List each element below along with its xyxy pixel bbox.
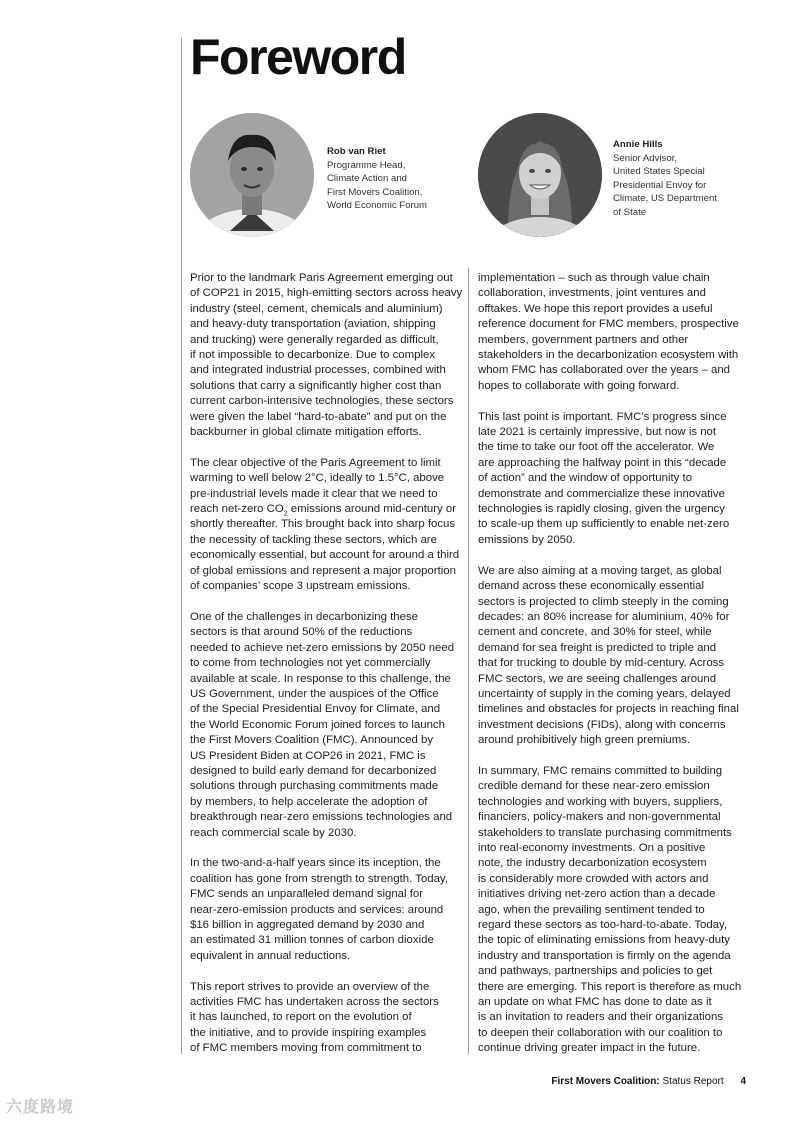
text-line: timelines and obstacles for projects in reaching final — [478, 703, 739, 716]
text-line: emissions by 2050. — [478, 533, 576, 546]
text-line: activities FMC has undertaken across the sectors — [190, 996, 439, 1009]
text-line: are approaching the halfway point in this “decade — [478, 456, 727, 469]
text-line: coalition has gone from strength to strength. Today, — [190, 872, 448, 885]
text-line: current carbon-intensive technologies, these sectors — [190, 395, 454, 408]
avatar-rob-van-riet — [190, 113, 314, 237]
text-line: breakthrough near-zero emissions technologies and — [190, 811, 453, 824]
avatar-annie-hills — [478, 113, 602, 237]
text-line: of COP21 in 2015, high-emitting sectors across heavy — [190, 287, 463, 300]
text-line: to scale-up them up sufficiently to enable net-zero — [478, 518, 730, 531]
text-line: demonstrate and commercialize these innovative — [478, 487, 725, 500]
body-paragraph — [190, 456, 465, 595]
person-role-line: Climate, US Department — [613, 193, 717, 204]
text-line: stakeholders in the decarbonization ecosystem with — [478, 349, 739, 362]
body-column-left — [190, 271, 465, 1072]
text-line: The clear objective of the Paris Agreement to limit — [190, 456, 441, 469]
text-line: shortly thereafter. This brought back into sharp focus — [190, 518, 456, 531]
text-line: designed to build early demand for decarbonized — [190, 764, 437, 777]
text-line: implementation – such as through value chain — [478, 272, 710, 284]
text-line: note, the industry decarbonization ecosystem — [478, 857, 707, 870]
text-line: available at scale. In response to this challenge, the — [190, 672, 451, 685]
text-line: technologies and working with buyers, suppliers, — [478, 795, 723, 808]
text-line: near-zero-emission products and services: around — [190, 903, 444, 916]
person-role-line: Climate Action and — [327, 173, 407, 184]
text-line: reference document for FMC members, prospective — [478, 318, 739, 331]
text-line: uncertainty of supply in the coming years, delayed — [478, 687, 731, 700]
text-line: backburner in global climate mitigation efforts. — [190, 426, 422, 439]
text-line: reach net-zero $CO_2$ emissions around mid-century or — [190, 503, 457, 518]
text-line: is an invitation to readers and their organizations — [478, 1011, 724, 1024]
watermark-logo: 六度路境 — [6, 1099, 75, 1116]
text-line: stakeholders to translate purchasing commitments — [478, 826, 732, 839]
body-paragraph — [190, 856, 465, 964]
text-line: to deepen their collaboration with our coalition to — [478, 1026, 723, 1039]
body-paragraph — [190, 610, 465, 841]
text-line: around prohibitively high green premiums. — [478, 734, 691, 747]
text-line: demand for sea freight is predicted to triple and — [478, 641, 717, 654]
person-role-line: Programme Head, — [327, 159, 406, 171]
text-line: industry (steel, cement, chemicals and aluminium) — [190, 302, 443, 315]
text-line: and trucking) were generally regarded as difficult, — [190, 333, 439, 346]
text-line: warming to well below 2°C, ideally to 1.5°C, above — [190, 472, 445, 485]
text-line: the First Movers Coalition (FMC). Announced by — [190, 734, 434, 747]
person-info-annie-hills — [613, 138, 717, 219]
text-line: of global emissions and represent a major proportion — [190, 564, 456, 577]
margin-rule — [181, 38, 182, 1054]
text-line: and heavy-duty transportation (aviation, shipping — [190, 318, 436, 331]
text-line: collaboration, investments, joint ventures and — [478, 287, 706, 300]
text-line: solutions through purchasing commitments made — [190, 780, 439, 793]
text-line: is considerably more crowded with actors and — [478, 872, 709, 885]
text-line: investment decisions (FIDs), along with concerns — [478, 718, 726, 731]
text-line: needed to achieve net-zero emissions by 2050 need — [190, 641, 455, 654]
text-line: it has launched, to report on the evolution of — [190, 1011, 412, 1024]
text-line: and pathways, partnerships and policies to get — [478, 965, 713, 978]
text-line: solutions that carry a significantly higher cost than — [190, 379, 442, 392]
text-line: the topic of eliminating emissions from heavy-duty — [478, 934, 730, 947]
text-line: industry and transportation is firmly on the agenda — [478, 949, 731, 962]
body-paragraph — [478, 271, 753, 394]
text-line: members, government partners and other — [478, 333, 689, 346]
text-line: US President Biden at COP26 in 2021, FMC is — [190, 749, 426, 762]
text-line: if not impossible to decarbonize. Due to complex — [190, 349, 436, 362]
text-line: offtakes. We hope this report provides a useful — [478, 302, 713, 315]
body-column-right — [478, 271, 753, 1072]
text-line: FMC sends an unparalleled demand signal for — [190, 888, 424, 901]
text-line: economically essential, but account for around a third — [190, 549, 460, 562]
text-line: In summary, FMC remains committed to building — [478, 764, 723, 777]
text-line: of companies’ scope 3 upstream emissions. — [190, 580, 411, 593]
text-line: hopes to collaborate with going forward. — [478, 379, 680, 392]
text-line: late 2021 is certainly impressive, but now is not — [478, 426, 717, 439]
person-role-line: First Movers Coalition, — [327, 186, 423, 198]
text-line: credible demand for these near-zero emission — [478, 780, 710, 793]
text-line: cement and concrete, and 30% for steel, while — [478, 626, 712, 639]
body-paragraph — [478, 564, 753, 749]
text-line: equivalent in annual reductions. — [190, 949, 351, 962]
person-info-rob-van-riet — [327, 145, 427, 213]
page-footer — [551, 1076, 746, 1087]
page-title: Foreword — [190, 29, 406, 85]
text-line: financiers, policy-makers and non-governmental — [478, 811, 721, 824]
body-paragraph — [190, 980, 465, 1057]
text-line: FMC sectors, we are seeing challenges around — [478, 672, 717, 685]
text-line: We are also aiming at a moving target, as global — [478, 564, 722, 577]
text-line: the initiative, and to provide inspiring examples — [190, 1026, 427, 1039]
text-line: the time to take our foot off the accelerator. We — [478, 441, 715, 454]
text-line: decades: an 80% increase for aluminium, 40% for — [478, 610, 730, 623]
text-line: demand across these economically essential — [478, 580, 705, 593]
person-role-line: Senior Advisor, — [613, 152, 677, 164]
text-line: ago, when the prevailing sentiment tended to — [478, 903, 705, 916]
text-line: In the two-and-a-half years since its inception, the — [190, 857, 441, 870]
text-line: by members, to help accelerate the adoption of — [190, 795, 428, 808]
person-name: Annie Hills — [613, 139, 663, 150]
text-line: and integrated industrial processes, combined with — [190, 364, 446, 377]
person-role-line: of State — [613, 206, 647, 218]
body-paragraph — [478, 764, 753, 1057]
text-line: This report strives to provide an overview of the — [190, 980, 430, 993]
text-line: an estimated 31 million tonnes of carbon dioxide — [190, 934, 434, 947]
text-line: whom FMC has collaborated over the years – and — [478, 364, 730, 377]
text-line: regard these sectors as too-hard-to-abate. Today, — [478, 919, 728, 932]
page-number: 4 — [740, 1076, 746, 1087]
person-role-line: World Economic Forum — [327, 200, 428, 211]
person-name: Rob van Riet — [327, 146, 386, 157]
text-line: Prior to the landmark Paris Agreement emerging out — [190, 272, 453, 284]
text-line: were given the label “hard-to-abate” and put on the — [190, 410, 447, 423]
text-line: an update on what FMC has done to date as it — [478, 996, 712, 1009]
text-line: there are emerging. This report is therefore as much — [478, 980, 742, 993]
text-line: into real-economy investments. On a positive — [478, 841, 706, 854]
text-line: $16 billion in aggregated demand by 2030 and — [190, 919, 425, 932]
text-line: pre-industrial levels made it clear that we need to — [190, 487, 438, 500]
text-line: initiatives driving net-zero action than a decade — [478, 888, 716, 901]
footer-report-type: Status Report — [662, 1076, 724, 1087]
text-line: of FMC members moving from commitment to — [190, 1042, 422, 1055]
text-line: that for trucking to double by mid-century. Across — [478, 657, 725, 670]
footer-report-name: First Movers Coalition: — [551, 1076, 660, 1087]
body-paragraph — [190, 271, 465, 440]
body-paragraph — [478, 410, 753, 549]
text-line: to come from technologies not yet commercially — [190, 657, 431, 670]
text-line: technologies is rapidly closing, given the urgency — [478, 503, 725, 516]
person-role-line: Presidential Envoy for — [613, 179, 707, 191]
text-line: US Government, under the auspices of the Office — [190, 687, 439, 700]
text-line: sectors is projected to climb steeply in the coming — [478, 595, 729, 608]
text-line: One of the challenges in decarbonizing these — [190, 610, 418, 623]
text-line: continue driving greater impact in the future. — [478, 1042, 701, 1055]
person-role-line: United States Special — [613, 166, 705, 177]
text-line: reach commercial scale by 2030. — [190, 826, 357, 839]
column-rule — [468, 268, 469, 1054]
text-line: of the Special Presidential Envoy for Climate, and — [190, 703, 441, 716]
text-line: This last point is important. FMC’s progress since — [478, 410, 727, 423]
text-line: of action” and the window of opportunity to — [478, 472, 693, 485]
text-line: sectors is that around 50% of the reductions — [190, 626, 413, 639]
text-line: the World Economic Forum joined forces to launch — [190, 718, 445, 731]
text-line: the necessity of tackling these sectors, which are — [190, 533, 437, 546]
